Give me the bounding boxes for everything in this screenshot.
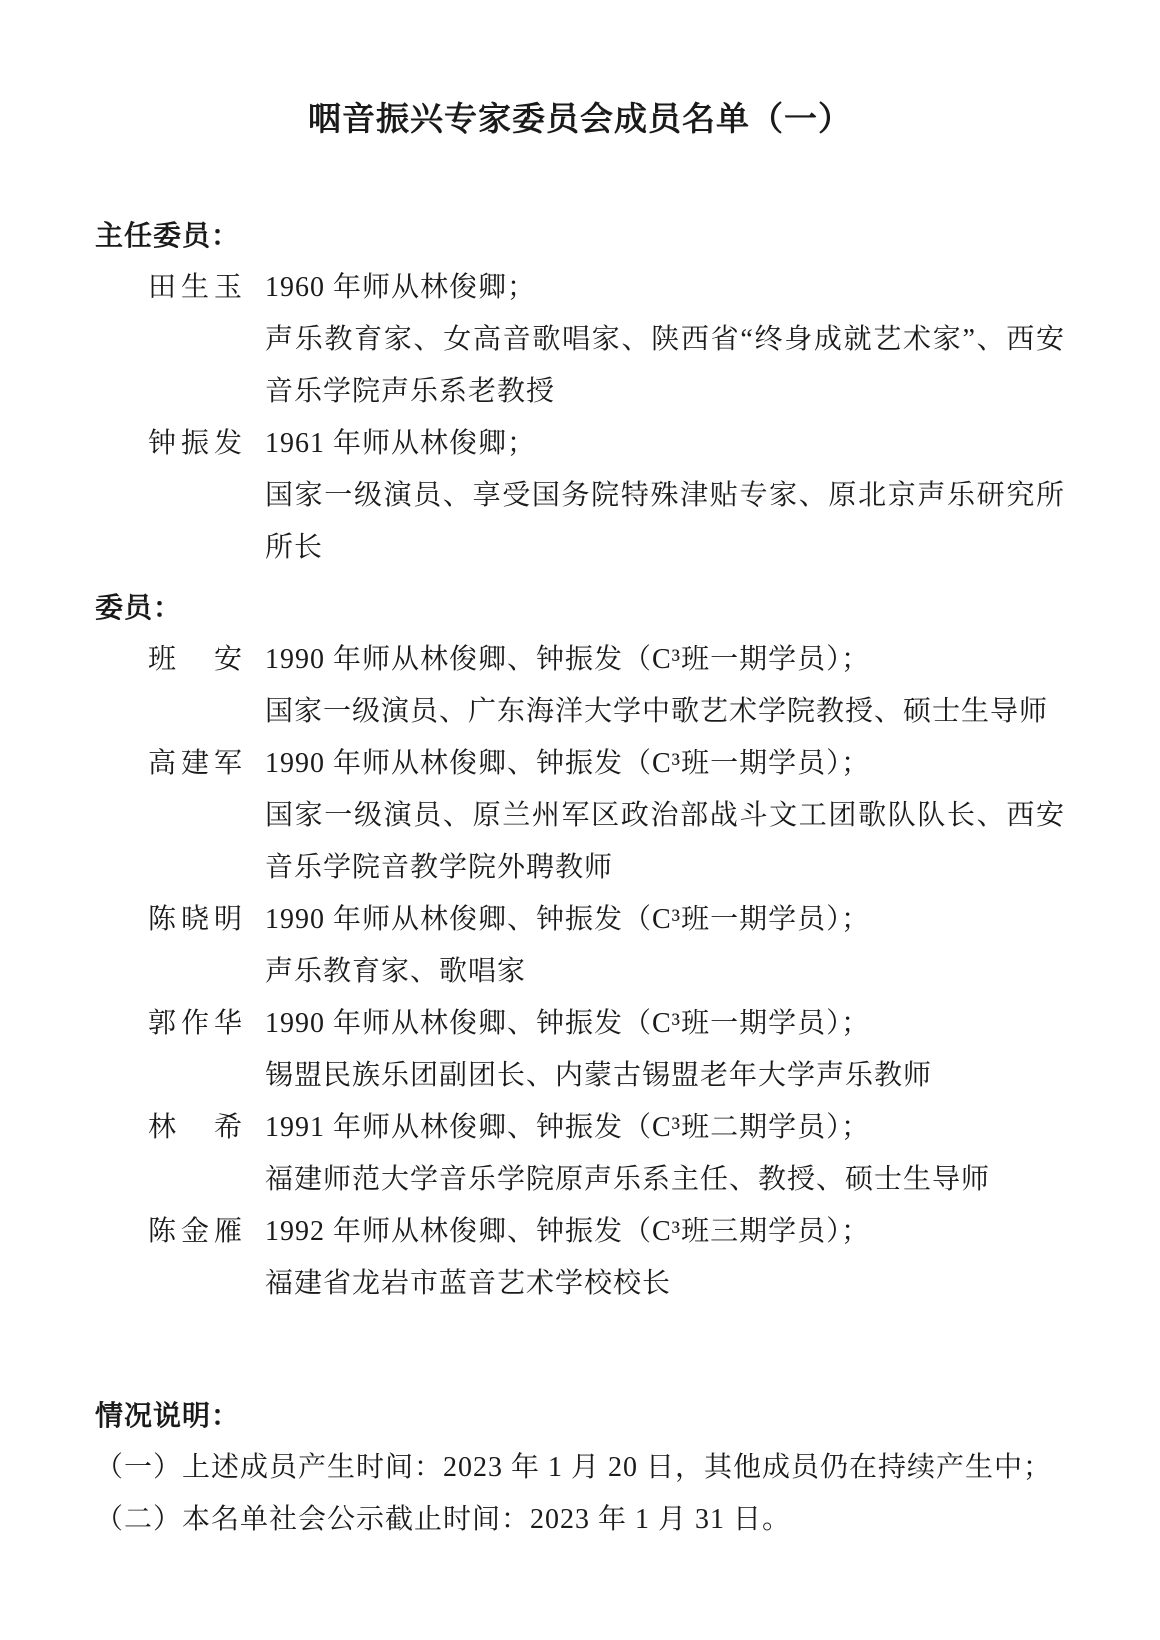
note-item: （一）上述成员产生时间：2023 年 1 月 20 日，其他成员仍在持续产生中； (95, 1452, 1053, 1483)
member-row (95, 262, 1065, 314)
member-intro: 1990 年师从林俊卿、钟振发（C³班一期学员）； (265, 748, 871, 779)
member-entry (95, 418, 1065, 574)
member-detail: 国家一级演员、享受国务院特殊津贴专家、原北京声乐研究所所长 (265, 480, 1065, 563)
note-item: （二）本名单社会公示截止时间：2023 年 1 月 31 日。 (95, 1504, 792, 1535)
member-detail: 国家一级演员、原兰州军区政治部战斗文工团歌队队长、西安音乐学院音教学院外聘教师 (265, 800, 1065, 883)
section-committee (95, 582, 1065, 1310)
section-header-chairman: 主任委员： (95, 220, 241, 251)
member-entry (95, 262, 1065, 418)
member-name: 班 安 (148, 644, 243, 675)
member-detail: 声乐教育家、女高音歌唱家、陕西省“终身成就艺术家”、西安音乐学院声乐系老教授 (265, 324, 1065, 407)
section-chairman (95, 210, 1065, 574)
section-header-committee: 委员： (95, 592, 183, 623)
member-intro: 1992 年师从林俊卿、钟振发（C³班三期学员）； (265, 1216, 871, 1247)
member-row (95, 634, 1065, 686)
member-detail: 国家一级演员、广东海洋大学中歌艺术学院教授、硕士生导师 (265, 696, 1049, 727)
member-name: 陈晓明 (148, 904, 243, 935)
member-entry (95, 894, 1065, 998)
member-name: 林 希 (148, 1112, 243, 1143)
member-intro: 1990 年师从林俊卿、钟振发（C³班一期学员）； (265, 904, 871, 935)
member-row (95, 894, 1065, 946)
member-row (95, 418, 1065, 470)
notes-section (95, 1390, 1065, 1546)
member-entry (95, 738, 1065, 894)
member-entry (95, 1102, 1065, 1206)
member-name: 陈金雁 (148, 1216, 243, 1247)
member-name: 田生玉 (148, 272, 243, 303)
member-intro: 1990 年师从林俊卿、钟振发（C³班一期学员）； (265, 644, 871, 675)
member-detail: 福建省龙岩市蓝音艺术学校校长 (265, 1268, 672, 1299)
member-name: 郭作华 (148, 1008, 243, 1039)
member-intro: 1960 年师从林俊卿； (265, 272, 537, 303)
member-name: 钟振发 (148, 428, 243, 459)
member-row (95, 1102, 1065, 1154)
member-row (95, 1206, 1065, 1258)
notes-header: 情况说明： (95, 1400, 241, 1431)
member-detail: 锡盟民族乐团副团长、内蒙古锡盟老年大学声乐教师 (265, 1060, 933, 1091)
member-row (95, 738, 1065, 790)
page-title: 咽音振兴专家委员会成员名单（一） (308, 100, 852, 137)
member-detail: 福建师范大学音乐学院原声乐系主任、教授、硕士生导师 (265, 1164, 991, 1195)
member-row (95, 998, 1065, 1050)
member-entry (95, 1206, 1065, 1310)
member-entry (95, 634, 1065, 738)
member-intro: 1990 年师从林俊卿、钟振发（C³班一期学员）； (265, 1008, 871, 1039)
member-detail: 声乐教育家、歌唱家 (265, 956, 527, 987)
member-intro: 1961 年师从林俊卿； (265, 428, 537, 459)
member-name: 高建军 (148, 748, 243, 779)
member-entry (95, 998, 1065, 1102)
member-intro: 1991 年师从林俊卿、钟振发（C³班二期学员）； (265, 1112, 871, 1143)
